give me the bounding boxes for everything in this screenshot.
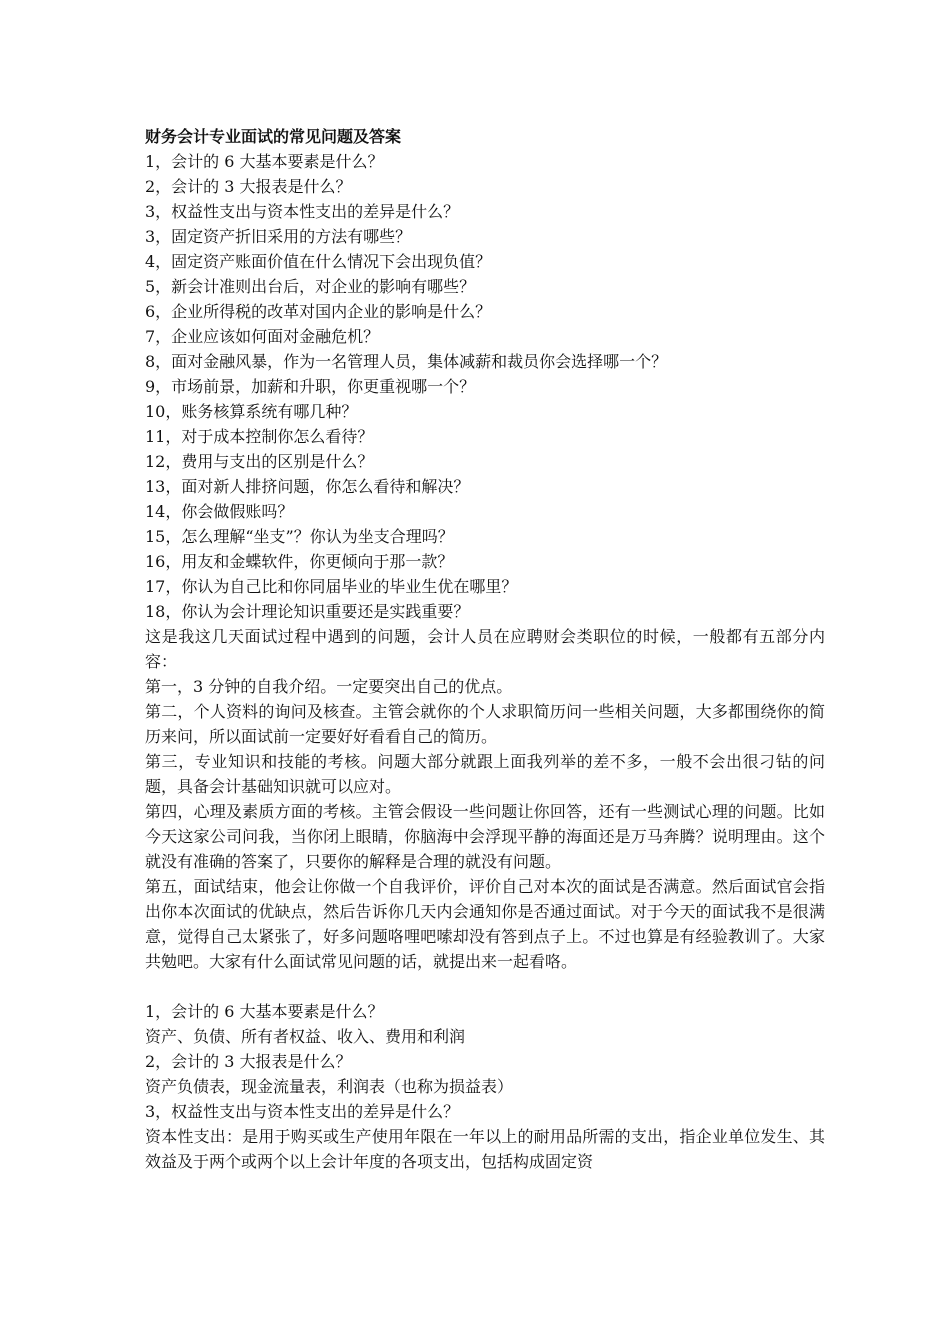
intro-paragraph: 第五，面试结束，他会让你做一个自我评价，评价自己对本次的面试是否满意。然后面试官会指出你本次面试的优缺点，然后告诉你几天内会通知你是否通过面试。对于今天的面试我不是很满意，觉得自己太紧张了，好多问题咯哩吧嗦却没有答到点子上。不过也算是有经验教训了。大家共勉吧。大家有什么面试常见问题的话，就提出来一起看咯。 [145, 877, 825, 971]
question-item: 12，费用与支出的区别是什么？ [145, 452, 374, 471]
answer-text: 资产负债表，现金流量表，利润表（也称为损益表） [145, 1077, 514, 1096]
answer-section [145, 999, 825, 1174]
question-item: 15，怎么理解“坐支”？你认为坐支合理吗？ [145, 527, 454, 546]
document-page [145, 124, 825, 1174]
answer-question: 3，权益性支出与资本性支出的差异是什么？ [145, 1102, 460, 1121]
intro-section [145, 624, 825, 974]
document-title: 财务会计专业面试的常见问题及答案 [145, 127, 402, 146]
question-list [145, 149, 825, 624]
question-item: 9，市场前景，加薪和升职，你更重视哪一个？ [145, 377, 476, 396]
answer-question: 2，会计的 3 大报表是什么？ [145, 1052, 352, 1071]
intro-paragraph: 第二，个人资料的询问及核查。主管会就你的个人求职简历问一些相关问题，大多都围绕你的简历来问，所以面试前一定要好好看看自己的简历。 [145, 702, 825, 746]
question-item: 1，会计的 6 大基本要素是什么？ [145, 152, 384, 171]
question-item: 4，固定资产账面价值在什么情况下会出现负值？ [145, 252, 492, 271]
answer-text: 资本性支出：是用于购买或生产使用年限在一年以上的耐用品所需的支出，指企业单位发生、其效益及于两个或两个以上会计年度的各项支出，包括构成固定资 [145, 1127, 825, 1171]
question-item: 17，你认为自己比和你同届毕业的毕业生优在哪里？ [145, 577, 518, 596]
question-item: 10，账务核算系统有哪几种？ [145, 402, 358, 421]
intro-paragraph: 这是我这几天面试过程中遇到的问题，会计人员在应聘财会类职位的时候，一般都有五部分内容： [145, 627, 825, 671]
question-item: 11，对于成本控制你怎么看待？ [145, 427, 374, 446]
question-item: 3，固定资产折旧采用的方法有哪些？ [145, 227, 412, 246]
intro-paragraph: 第三，专业知识和技能的考核。问题大部分就跟上面我列举的差不多，一般不会出很刁钻的问题，具备会计基础知识就可以应对。 [145, 752, 825, 796]
blank-line [145, 974, 825, 999]
question-item: 18，你认为会计理论知识重要还是实践重要？ [145, 602, 470, 621]
question-item: 3，权益性支出与资本性支出的差异是什么？ [145, 202, 460, 221]
question-item: 14，你会做假账吗？ [145, 502, 294, 521]
question-item: 2，会计的 3 大报表是什么？ [145, 177, 352, 196]
question-item: 8，面对金融风暴，作为一名管理人员，集体减薪和裁员你会选择哪一个？ [145, 352, 668, 371]
question-item: 5，新会计准则出台后，对企业的影响有哪些？ [145, 277, 476, 296]
question-item: 13，面对新人排挤问题，你怎么看待和解决？ [145, 477, 470, 496]
intro-paragraph: 第四，心理及素质方面的考核。主管会假设一些问题让你回答，还有一些测试心理的问题。比如今天这家公司问我，当你闭上眼睛，你脑海中会浮现平静的海面还是万马奔腾？说明理由。这个就没有准确的答案了，只要你的解释是合理的就没有问题。 [145, 802, 825, 871]
answer-question: 1，会计的 6 大基本要素是什么？ [145, 1002, 384, 1021]
question-item: 6，企业所得税的改革对国内企业的影响是什么？ [145, 302, 492, 321]
intro-paragraph: 第一，3 分钟的自我介绍。一定要突出自己的优点。 [145, 677, 513, 696]
question-item: 7，企业应该如何面对金融危机？ [145, 327, 380, 346]
answer-text: 资产、负债、所有者权益、收入、费用和利润 [145, 1027, 466, 1046]
question-item: 16，用友和金蝶软件，你更倾向于那一款？ [145, 552, 454, 571]
